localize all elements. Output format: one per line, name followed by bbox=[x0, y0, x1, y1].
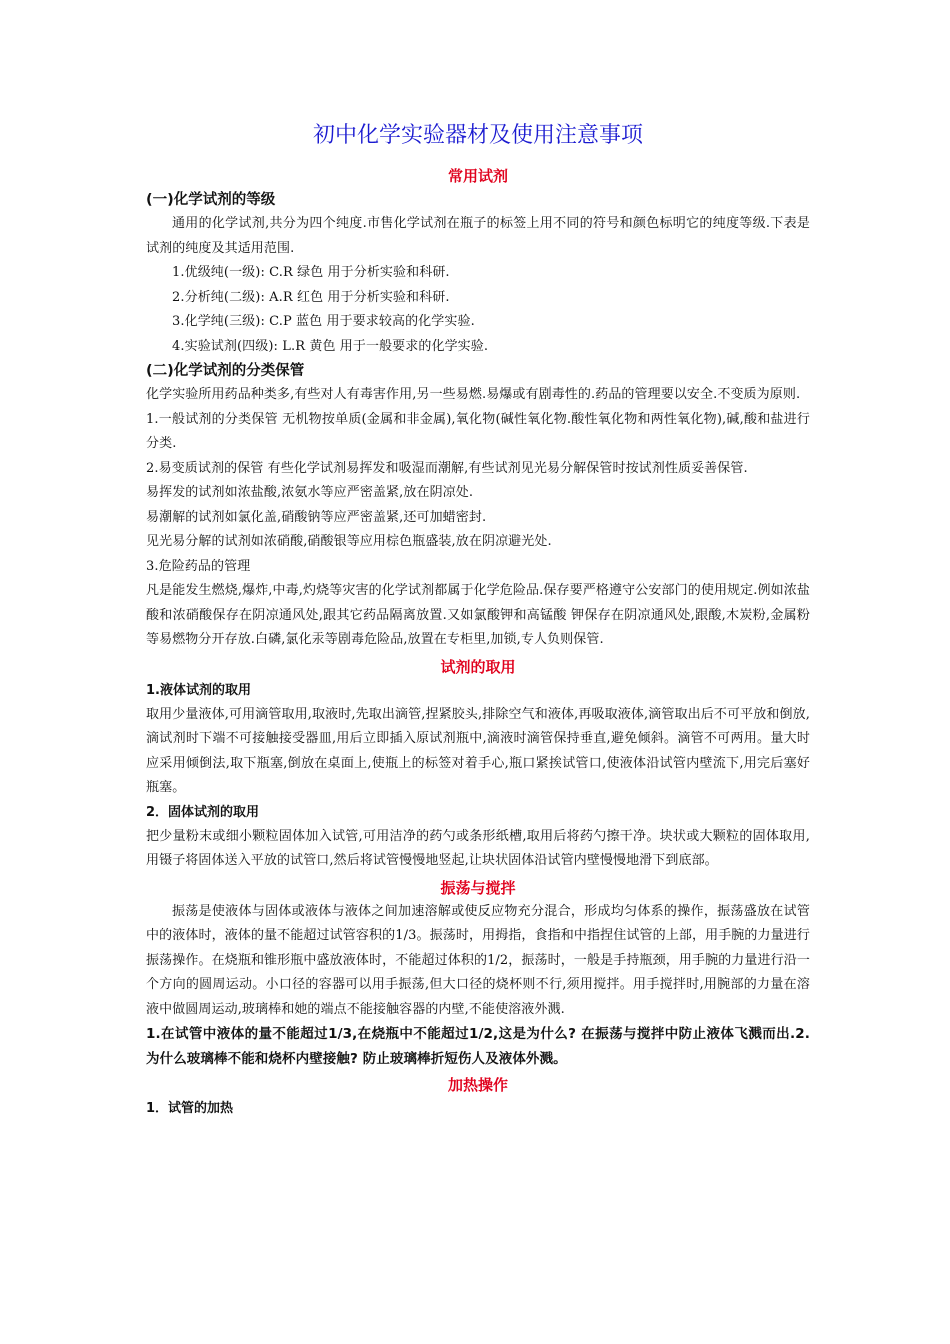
subheading-reagent-storage: (二)化学试剂的分类保管 bbox=[146, 363, 305, 379]
subheading-test-tube-heating: 1．试管的加热 bbox=[146, 1101, 234, 1116]
section-heading-heating: 加热操作 bbox=[447, 1076, 508, 1094]
paragraph: 取用少量液体,可用滴管取用,取液时,先取出滴管,捏紧胶头,排除空气和液体,再吸取液体,滴管取出后不可平放和倒放,滴试剂时下端不可接触接受器皿,用后立即插入原试剂瓶中,滴液时滴管保持垂直,避免倾斜。滴管不可两用。量大时应采用倾倒法,取下瓶塞,倒放在桌面上,使瓶上的标签对着手心,瓶口紧挨试管口,使液体沿试管内壁流下,用完后塞好瓶塞。 bbox=[146, 706, 810, 795]
paragraph: 易挥发的试剂如浓盐酸,浓氨水等应严密盖紧,放在阴凉处. bbox=[146, 485, 474, 500]
paragraph: 化学实验所用药品种类多,有些对人有毒害作用,另一些易燃.易爆或有剧毒性的.药品的管理要以安全.不变质为原则. bbox=[146, 387, 801, 402]
document-body bbox=[146, 118, 810, 1121]
document-title: 初中化学实验器材及使用注意事项 bbox=[312, 123, 643, 148]
list-item: 3.化学纯(三级): C.P 蓝色 用于要求较高的化学实验. bbox=[172, 314, 475, 329]
paragraph: 把少量粉末或细小颗粒固体加入试管,可用洁净的药勺或条形纸槽,取用后将药勺擦干净。块状或大颗粒的固体取用,用镊子将固体送入平放的试管口,然后将试管慢慢地竖起,让块状固体沿试管内壁慢慢地滑下到底部。 bbox=[146, 828, 810, 868]
paragraph: 2.易变质试剂的保管 有些化学试剂易挥发和吸湿而潮解,有些试剂见光易分解保管时按试剂性质妥善保管. bbox=[146, 460, 748, 476]
qa-paragraph: 1.在试管中液体的量不能超过1/3,在烧瓶中不能超过1/2,这是为什么? 在振荡与搅拌中防止液体飞溅而出.2. 为什么玻璃棒不能和烧杯内壁接触? 防止玻璃棒折短伤人及液体外溅。 bbox=[146, 1026, 810, 1067]
subheading-solid-reagents: 2．固体试剂的取用 bbox=[146, 804, 260, 820]
section-heading-common-reagents: 常用试剂 bbox=[447, 167, 508, 185]
list-item: 2.分析纯(二级): A.R 红色 用于分析实验和科研. bbox=[172, 289, 450, 305]
list-item: 1.优级纯(一级): C.R 绿色 用于分析实验和科研. bbox=[172, 265, 450, 280]
section-heading-shaking-stirring: 振荡与搅拌 bbox=[440, 878, 516, 897]
paragraph: 通用的化学试剂,共分为四个纯度.市售化学试剂在瓶子的标签上用不同的符号和颜色标明它的纯度等级.下表是试剂的纯度及其适用范围. bbox=[146, 216, 810, 256]
paragraph: 易潮解的试剂如氯化盖,硝酸钠等应严密盖紧,还可加蜡密封. bbox=[146, 509, 487, 525]
paragraph: 振荡是使液体与固体或液体与液体之间加速溶解或使反应物充分混合，形成均匀体系的操作，振荡盛放在试管中的液体时，液体的量不能超过试管容积的1/3。振荡时，用拇指，食指和中指捏住试管的上部，用手腕的力量进行振荡操作。在烧瓶和锥形瓶中盛放液体时，不能超过体积的1/2，振荡时，一般是手持瓶颈，用手腕的力量进行沿一个方向的圆周运动。小口径的容器可以用手振荡,但大口径的烧杯则不行,须用搅拌。用手搅拌时,用腕部的力量在溶液中做圆周运动,玻璃棒和她的端点不能接触容器的内壁,不能使溶液外溅. bbox=[146, 903, 810, 1017]
paragraph: 见光易分解的试剂如浓硝酸,硝酸银等应用棕色瓶盛装,放在阴凉避光处. bbox=[146, 534, 552, 549]
section-heading-taking-reagents: 试剂的取用 bbox=[440, 657, 516, 676]
list-item: 4.实验试剂(四级): L.R 黄色 用于一般要求的化学实验. bbox=[172, 338, 489, 354]
subheading-liquid-reagents: 1.液体试剂的取用 bbox=[146, 682, 251, 698]
paragraph: 3.危险药品的管理 bbox=[146, 558, 251, 574]
subheading-reagent-grades: (一)化学试剂的等级 bbox=[146, 192, 276, 208]
paragraph: 1.一般试剂的分类保管 无机物按单质(金属和非金属),氧化物(碱性氧化物.酸性氧化物和两性氧化物),碱,酸和盐进行分类. bbox=[146, 411, 810, 451]
paragraph: 凡是能发生燃烧,爆炸,中毒,灼烧等灾害的化学试剂都属于化学危险品.保存要严格遵守公安部门的使用规定.例如浓盐酸和浓硝酸保存在阴凉通风处,跟其它药品隔离放置.又如氯酸钾和高锰酸 钾保存在阴凉通风处,跟酸,木炭粉,金属粉等易燃物分开存放.白磷,氯化汞等剧毒危险品,放置在专柜里,加锁,专人负则保管. bbox=[146, 583, 810, 647]
